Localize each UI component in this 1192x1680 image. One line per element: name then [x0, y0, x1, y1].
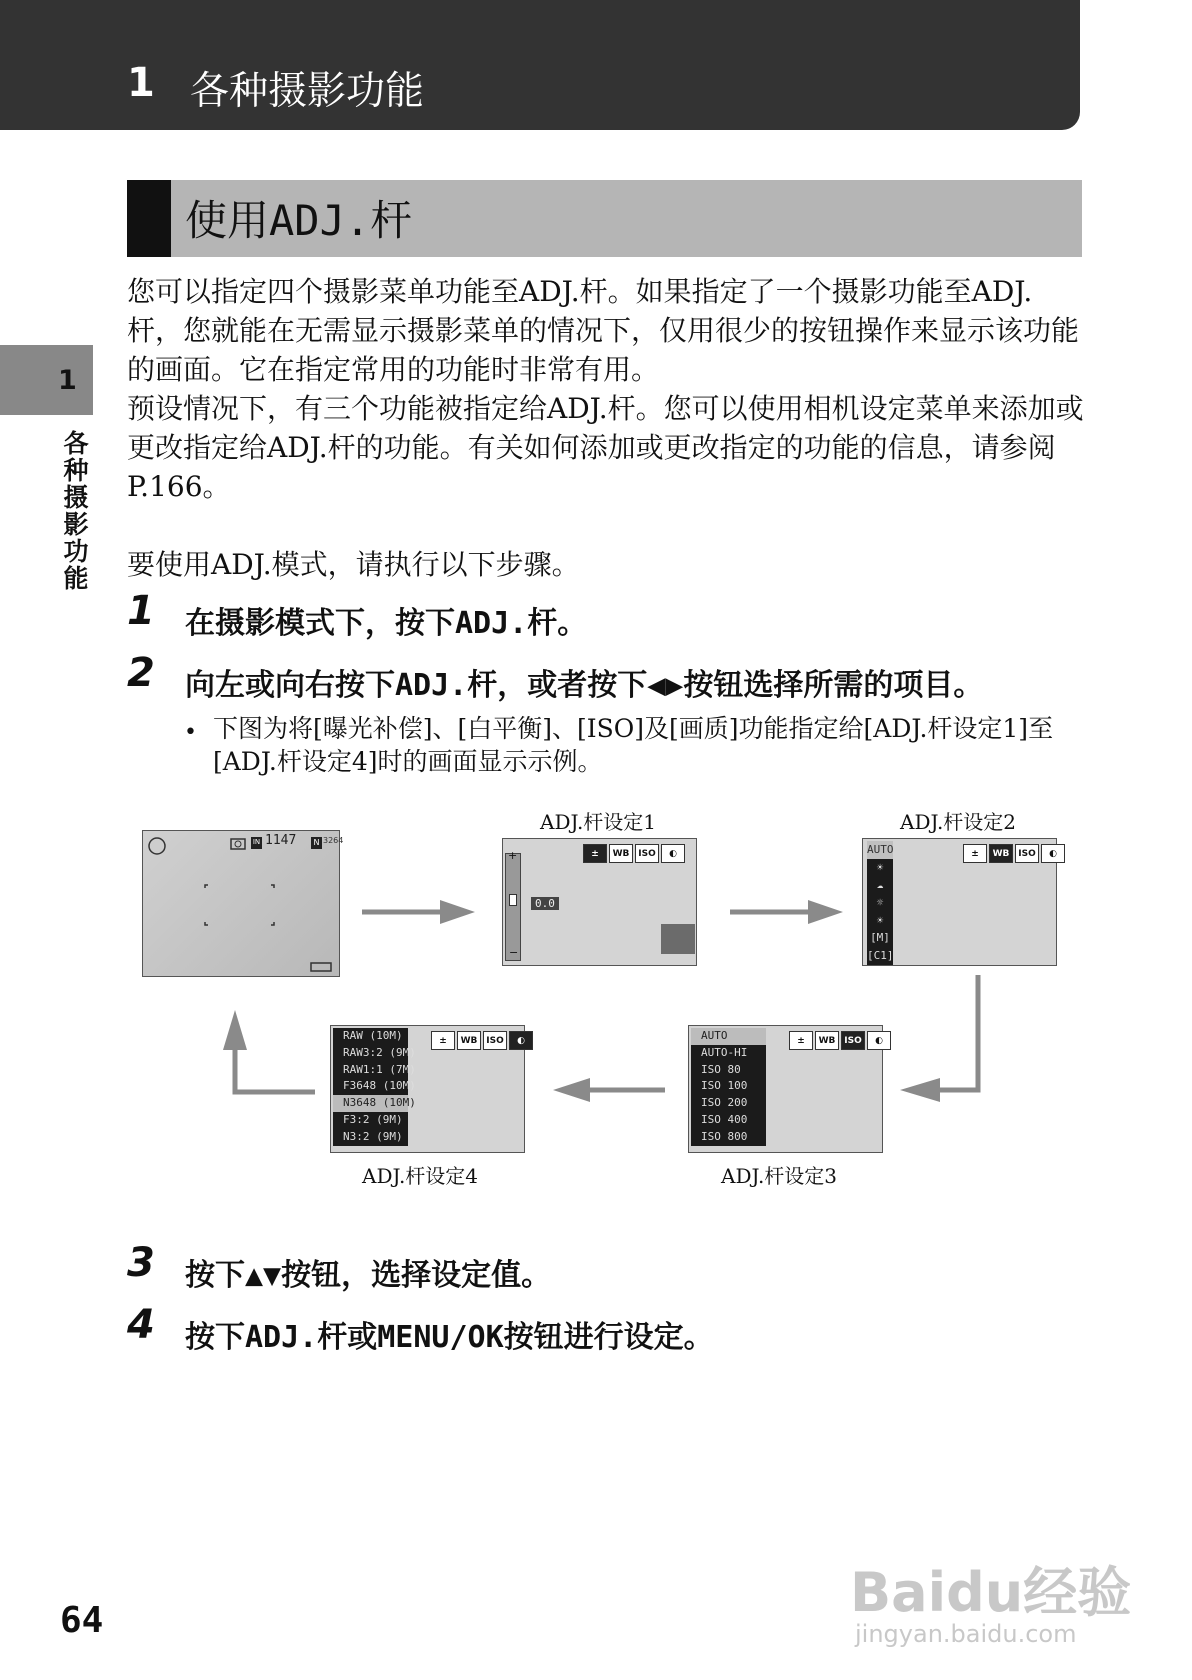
quality-item: F3:2 (9M): [343, 1112, 403, 1126]
wb-item: ☀: [876, 860, 884, 874]
diagram-label-2: ADJ.杆设定2: [900, 810, 1017, 834]
bullet-dot: •: [184, 720, 197, 745]
step-4-number: 4: [127, 1302, 155, 1348]
diagram-label-4: ADJ.杆设定4: [362, 1164, 479, 1188]
size-label: 3264: [323, 836, 344, 845]
quality-item: N3:2 (9M): [343, 1129, 403, 1143]
iso-icon: ISO: [1015, 844, 1039, 863]
diagram-label-3: ADJ.杆设定3: [721, 1164, 838, 1188]
exposure-icon: ±: [583, 844, 607, 863]
wb-icon: WB: [815, 1031, 839, 1050]
iso-icon: ISO: [841, 1031, 865, 1050]
intro-paragraph-2: 预设情况下，有三个功能被指定给ADJ.杆。您可以使用相机设定菜单来添加或更改指定给ADJ.杆的功能。有关如何添加或更改指定的功能的信息，请参阅P.166。: [127, 392, 1084, 503]
chapter-title: 各种摄影功能: [190, 69, 425, 114]
quality-contrast-icon: ◐: [867, 1031, 891, 1050]
quality-label: N: [313, 838, 320, 847]
step-1-text: 在摄影模式下，按下ADJ.杆。: [185, 606, 588, 641]
step-3-number: 3: [127, 1240, 155, 1286]
arrow-up-head-icon: [223, 1010, 247, 1050]
step-2-text: 向左或向右按下ADJ.杆，或者按下◀▶按钮选择所需的项目。: [185, 668, 984, 703]
shot-count: 1147: [265, 833, 297, 848]
quality-item: RAW1:1 (7M): [343, 1062, 416, 1076]
quality-item: F3648 (10M): [343, 1079, 416, 1093]
page-number: 64: [60, 1600, 104, 1641]
wb-item: ☁: [876, 878, 884, 892]
wb-icon: WB: [609, 844, 633, 863]
iso-item: ISO 100: [701, 1079, 748, 1093]
side-tab-label: 各种摄影功能: [60, 430, 89, 592]
iso-icon: ISO: [635, 844, 659, 863]
arrow-right-head-icon: [808, 900, 843, 924]
bullet-note: 下图为将[曝光补偿]、[白平衡]、[ISO]及[画质]功能指定给[ADJ.杆设定1]至[ADJ.杆设定4]时的画面显示示例。: [213, 714, 1054, 776]
wb-item: [C1]: [867, 949, 894, 963]
iso-item: AUTO: [691, 1028, 766, 1045]
quality-contrast-icon: ◐: [1041, 844, 1065, 863]
quality-item: N3648 (10M): [333, 1095, 408, 1112]
quality-contrast-icon: ◐: [661, 844, 685, 863]
arrow-left-head-icon: [553, 1078, 590, 1102]
section-title: 使用ADJ.杆: [185, 196, 413, 245]
chapter-number: 1: [127, 60, 155, 106]
iso-item: ISO 800: [701, 1129, 748, 1143]
memory-label: IN: [252, 838, 261, 846]
iso-item: ISO 80: [701, 1062, 741, 1076]
arrow-down-left-icon: [940, 975, 978, 1090]
wb-item: [M]: [870, 931, 890, 945]
quality-item: RAW (10M): [343, 1029, 403, 1042]
step-2-number: 2: [127, 650, 155, 696]
baidu-watermark: Baidu经验: [850, 1561, 1132, 1624]
intro-paragraph-3: 要使用ADJ.模式，请执行以下步骤。: [127, 548, 580, 581]
arrow-right-head-icon: [440, 900, 475, 924]
wb-icon: WB: [457, 1031, 481, 1050]
minus-icon: −: [509, 946, 519, 959]
wb-icon: WB: [989, 844, 1013, 863]
baidu-watermark-url: jingyan.baidu.com: [855, 1620, 1077, 1648]
diagram-label-1: ADJ.杆设定1: [540, 810, 657, 834]
step-1-number: 1: [127, 588, 155, 634]
step-3-text: 按下▲▼按钮，选择设定值。: [185, 1258, 552, 1293]
exposure-icon: ±: [431, 1031, 455, 1050]
exposure-value: 0.0: [531, 897, 559, 910]
quality-contrast-icon: ◐: [509, 1031, 533, 1050]
quality-item: RAW3:2 (9M): [343, 1045, 416, 1059]
wb-item: AUTO: [867, 841, 893, 859]
side-tab-number: 1: [58, 365, 77, 396]
iso-item: ISO 200: [701, 1096, 748, 1110]
arrow-left-head-icon: [900, 1078, 940, 1102]
step-4-text: 按下ADJ.杆或MENU/OK按钮进行设定。: [185, 1320, 714, 1355]
iso-icon: ISO: [483, 1031, 507, 1050]
wb-item: ☼: [876, 896, 884, 910]
plus-icon: +: [508, 849, 518, 862]
exposure-icon: ±: [963, 844, 987, 863]
arrow-left-up-icon: [235, 1050, 315, 1092]
iso-item: ISO 400: [701, 1112, 748, 1126]
wb-item: ☀: [876, 913, 884, 927]
intro-paragraph-1: 您可以指定四个摄影菜单功能至ADJ.杆。如果指定了一个摄影功能至ADJ.杆，您就能在无需显示摄影菜单的情况下，仅用很少的按钮操作来显示该功能的画面。它在指定常用的功能时非常有用。: [127, 275, 1080, 386]
exposure-icon: ±: [789, 1031, 813, 1050]
iso-item: AUTO-HI: [701, 1045, 748, 1059]
